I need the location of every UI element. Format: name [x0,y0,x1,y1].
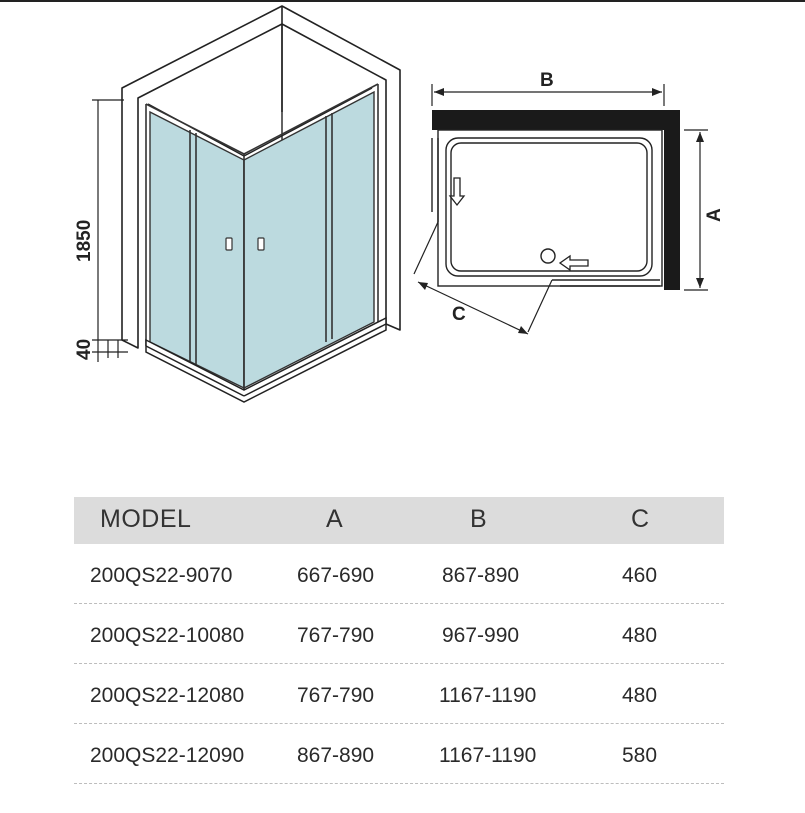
header-c: C [631,505,650,533]
cell-a: 767-790 [297,684,375,707]
table-row [74,604,724,664]
depth-a-label: A [704,208,725,222]
header-model: MODEL [100,505,192,533]
shower-enclosure-isometric-drawing [0,0,420,420]
cell-c: 480 [622,624,658,647]
cell-model: 200QS22-12090 [90,744,245,767]
cell-model: 200QS22-12080 [90,684,245,707]
cell-a: 667-690 [297,564,375,587]
cell-a: 767-790 [297,624,375,647]
cell-b: 1167-1190 [439,744,537,767]
cell-c: 460 [622,564,658,587]
header-a: A [326,505,344,533]
header-b: B [470,505,488,533]
drain-circle [541,249,555,263]
width-b-dimension [432,84,664,106]
depth-a-dimension [684,130,708,290]
opening-c-label: C [452,304,466,325]
height-label: 1850 [74,219,95,262]
cell-c: 480 [622,684,658,707]
table-header [74,497,724,544]
cell-b: 867-890 [442,564,520,587]
cell-model: 200QS22-9070 [90,564,233,587]
model-dimensions-table [74,497,724,784]
sliding-direction-arrows [450,178,588,270]
cell-c: 580 [622,744,658,767]
cell-b: 1167-1190 [439,684,537,707]
cell-a: 867-890 [297,744,375,767]
opening-c-dimension [414,222,552,334]
table-row [74,724,724,784]
base-height-label: 40 [74,338,95,360]
width-b-label: B [540,70,554,91]
plan-walls [432,110,680,290]
cell-model: 200QS22-10080 [90,624,245,647]
table-row [74,544,724,604]
table-row [74,664,724,724]
cell-b: 967-990 [442,624,520,647]
